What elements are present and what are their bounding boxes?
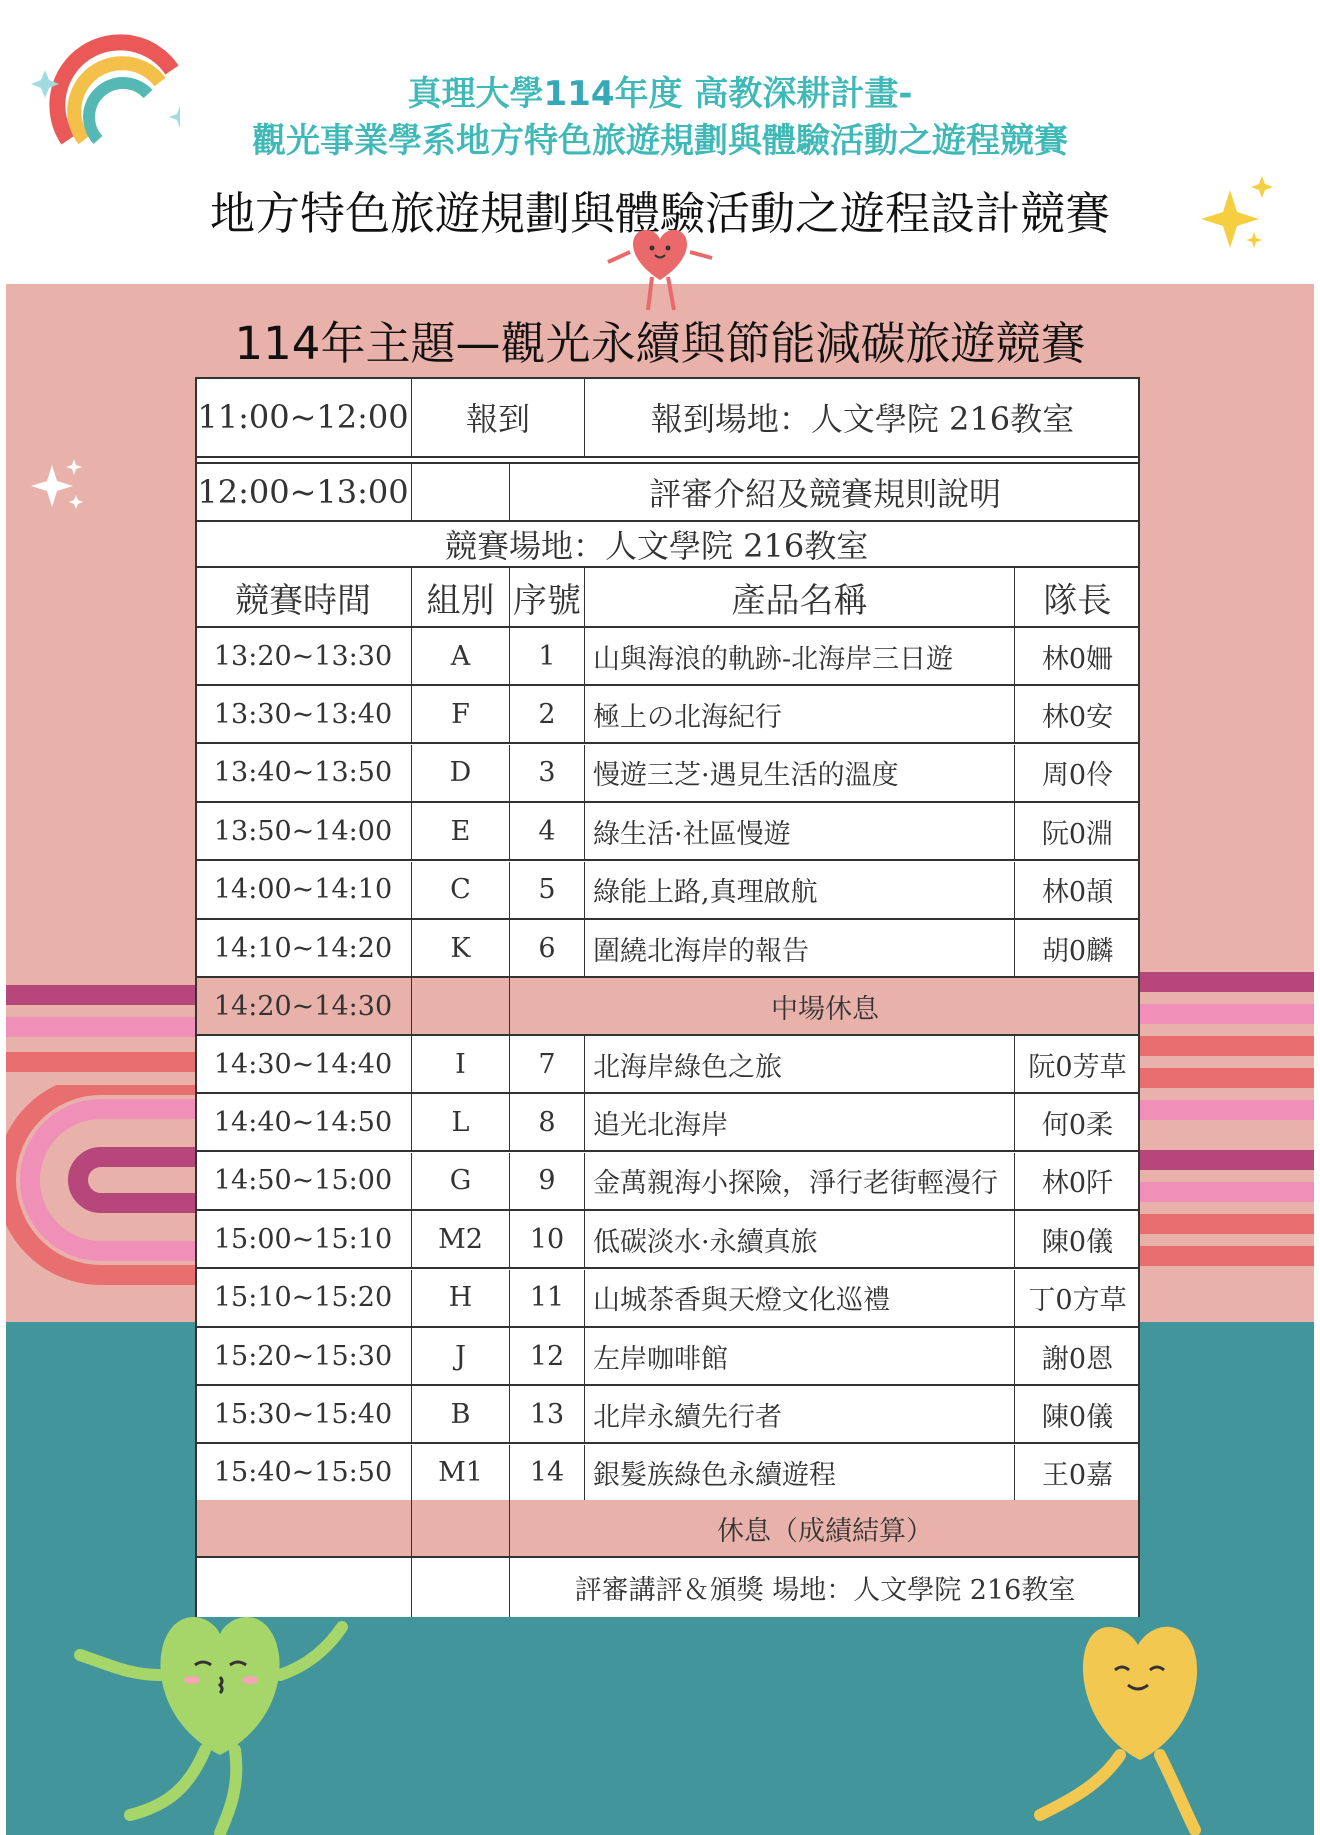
header-line-2: 觀光事業學系地方特色旅遊規劃與體驗活動之遊程競賽: [252, 121, 1068, 161]
cell-no: 8: [510, 1094, 585, 1150]
table-row: [195, 1153, 1140, 1211]
cell-group: B: [412, 1386, 510, 1442]
header-plan: 年度 高教深耕計畫-: [614, 74, 913, 114]
table-row: [195, 1386, 1140, 1444]
right-stripe-8: [1140, 1214, 1314, 1234]
cell-group: M2: [412, 1211, 510, 1267]
heart-mascot-icon-yellow: [1010, 1615, 1250, 1835]
table-row: [195, 745, 1140, 803]
column-header-number: 序號: [510, 568, 585, 626]
right-stripe-4: [1140, 1068, 1314, 1088]
intro-time: 12:00~13:00: [195, 464, 412, 520]
cell-no: 7: [510, 1036, 585, 1092]
intro-blank: [412, 464, 510, 520]
cell-group: C: [412, 862, 510, 918]
right-stripe-2: [1140, 1004, 1314, 1024]
table-row: [195, 862, 1140, 920]
left-stripe-2: [6, 1017, 196, 1037]
cell-group: L: [412, 1094, 510, 1150]
cell-no: 12: [510, 1328, 585, 1384]
cell-captain: 林0阡: [1041, 1168, 1114, 1200]
table-row: [195, 803, 1140, 861]
cell-no: 2: [510, 686, 585, 742]
left-stripe-3: [6, 1052, 196, 1072]
cell-time: 15:10~15:20: [195, 1270, 412, 1326]
cell-captain: 王0嘉: [1041, 1460, 1114, 1492]
right-stripe-6: [1140, 1150, 1314, 1170]
cell-product: 綠生活·社區慢遊: [585, 803, 1015, 859]
cell-group: K: [412, 920, 510, 976]
cell-time: 13:40~13:50: [195, 745, 412, 801]
checkin-label: 報到: [412, 377, 585, 456]
cell-time: 13:30~13:40: [195, 686, 412, 742]
cell-captain: 何0柔: [1041, 1109, 1114, 1141]
cell-captain: 陳0儀: [1041, 1401, 1114, 1433]
cell-captain: 周0伶: [1041, 760, 1114, 792]
cell-group: A: [412, 628, 510, 684]
right-stripe-1: [1140, 972, 1314, 992]
header-year: 114: [543, 74, 615, 114]
column-header-captain: 隊長: [1043, 580, 1112, 621]
heart-mascot-icon: [602, 222, 718, 312]
table-row: [195, 1036, 1140, 1094]
cell-captain: 林0安: [1041, 701, 1114, 733]
cell-no: 14: [510, 1445, 585, 1501]
cell-time: 15:00~15:10: [195, 1211, 412, 1267]
cell-group: G: [412, 1153, 510, 1209]
cell-product: 北海岸綠色之旅: [585, 1036, 1015, 1092]
cell-time: 13:20~13:30: [195, 628, 412, 684]
left-stripe-1: [6, 985, 196, 1005]
cell-time: 14:30~14:40: [195, 1036, 412, 1092]
column-header-time: 競賽時間: [195, 568, 412, 626]
cell-no: 4: [510, 803, 585, 859]
table-row: [195, 920, 1140, 978]
table-row: [195, 628, 1140, 686]
cell-no: 6: [510, 920, 585, 976]
cell-product: 左岸咖啡館: [585, 1328, 1015, 1384]
rest-label: 休息（成績結算）: [717, 1515, 933, 1547]
award-label: 評審講評＆頒獎 場地：人文學院 216教室: [574, 1575, 1076, 1606]
cell-product: 慢遊三芝·遇見生活的溫度: [585, 745, 1015, 801]
cell-product: 金萬親海小探險，淨行老街輕漫行: [585, 1153, 1015, 1209]
cell-time: 14:00~14:10: [195, 862, 412, 918]
table-row: [195, 1270, 1140, 1328]
cell-captain: 阮0芳草: [1028, 1051, 1127, 1083]
cell-time: 14:10~14:20: [195, 920, 412, 976]
cell-product: 追光北海岸: [585, 1094, 1015, 1150]
rest-blank-1: [195, 1500, 412, 1556]
cell-product: 山城茶香與天燈文化巡禮: [585, 1270, 1015, 1326]
cell-product: 低碳淡水·永續真旅: [585, 1211, 1015, 1267]
cell-time: 14:40~14:50: [195, 1094, 412, 1150]
header-school: 真理大學: [407, 74, 544, 114]
rest-blank-2: [412, 1500, 510, 1556]
event-title: 地方特色旅遊規劃與體驗活動之遊程設計競賽: [209, 187, 1110, 240]
rest-row: [195, 1500, 1140, 1558]
column-header-row: [195, 568, 1140, 628]
right-stripe-3: [1140, 1036, 1314, 1056]
table-row: [195, 1445, 1140, 1503]
arch-stripes-decoration: [6, 1085, 196, 1285]
cell-product: 極上の北海紀行: [585, 686, 1015, 742]
cell-no: 3: [510, 745, 585, 801]
break-label: 中場休息: [771, 993, 879, 1025]
column-header-product: 產品名稱: [585, 568, 1015, 626]
break-time: 14:20~14:30: [195, 978, 412, 1034]
intro-label: 評審介紹及競賽規則說明: [648, 475, 1001, 513]
checkin-venue: 報到場地：人文學院 216教室: [650, 399, 1075, 438]
right-stripe-9: [1140, 1246, 1314, 1266]
cell-product: 銀髮族綠色永續遊程: [585, 1445, 1015, 1501]
table-row: [195, 1328, 1140, 1386]
right-stripe-7: [1140, 1182, 1314, 1202]
break-row: [195, 978, 1140, 1036]
cell-no: 5: [510, 862, 585, 918]
intro-row: [195, 464, 1140, 522]
cell-product: 綠能上路,真理啟航: [585, 862, 1015, 918]
cell-captain: 林0姍: [1041, 643, 1114, 675]
cell-captain: 陳0儀: [1041, 1226, 1114, 1258]
cell-time: 15:40~15:50: [195, 1445, 412, 1501]
cell-captain: 胡0麟: [1041, 935, 1114, 967]
cell-group: D: [412, 745, 510, 801]
venue-row: [195, 522, 1140, 568]
cell-time: 15:20~15:30: [195, 1328, 412, 1384]
checkin-time: 11:00~12:00: [195, 377, 412, 456]
award-blank-2: [412, 1558, 510, 1617]
theme-title: 114年主題—觀光永續與節能減碳旅遊競賽: [234, 317, 1086, 370]
table-row: [195, 1094, 1140, 1152]
cell-no: 1: [510, 628, 585, 684]
heart-mascot-icon-green: [70, 1605, 370, 1835]
cell-captain: 丁0方草: [1028, 1285, 1127, 1317]
cell-no: 9: [510, 1153, 585, 1209]
header-line-1: [0, 66, 1320, 115]
cell-group: I: [412, 1036, 510, 1092]
checkin-row: [195, 377, 1140, 458]
cell-group: H: [412, 1270, 510, 1326]
cell-captain: 阮0淵: [1041, 818, 1114, 850]
cell-time: 15:30~15:40: [195, 1386, 412, 1442]
table-row: [195, 686, 1140, 744]
cell-group: F: [412, 686, 510, 742]
cell-product: 圍繞北海岸的報告: [585, 920, 1015, 976]
sparkle-icon-left: [30, 455, 90, 515]
right-stripe-5: [1140, 1100, 1314, 1120]
cell-product: 北岸永續先行者: [585, 1386, 1015, 1442]
cell-captain: 謝0恩: [1041, 1343, 1114, 1375]
cell-no: 13: [510, 1386, 585, 1442]
venue-label: 競賽場地：人文學院 216教室: [445, 527, 869, 565]
cell-time: 14:50~15:00: [195, 1153, 412, 1209]
cell-group: M1: [412, 1445, 510, 1501]
cell-no: 11: [510, 1270, 585, 1326]
table-row: [195, 1211, 1140, 1269]
cell-captain: 林0頡: [1041, 877, 1114, 909]
cell-time: 13:50~14:00: [195, 803, 412, 859]
cell-product: 山與海浪的軌跡-北海岸三日遊: [585, 628, 1015, 684]
column-header-group: 組別: [412, 568, 510, 626]
cell-no: 10: [510, 1211, 585, 1267]
cell-group: E: [412, 803, 510, 859]
schedule-table: [195, 377, 1140, 1617]
break-blank: [412, 978, 510, 1034]
cell-group: J: [412, 1328, 510, 1384]
